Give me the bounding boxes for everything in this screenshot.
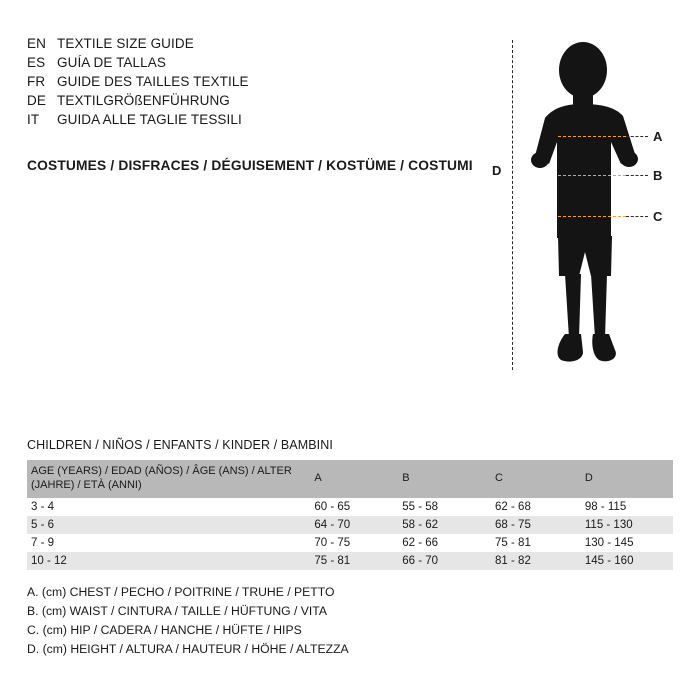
cell-age: 3 - 4 bbox=[31, 500, 55, 513]
measurement-legend bbox=[27, 583, 349, 659]
table-header-row bbox=[27, 460, 673, 498]
table-row bbox=[27, 552, 673, 570]
language-code-en: EN bbox=[27, 36, 46, 51]
header-a: A bbox=[314, 460, 402, 498]
cell-d: 145 - 160 bbox=[584, 554, 634, 567]
language-row-es bbox=[27, 55, 477, 70]
language-list bbox=[27, 36, 477, 131]
legend-item-d: D. (cm) HEIGHT / ALTURA / HAUTEUR / HÖHE / ALTEZZA bbox=[27, 641, 349, 656]
diagram-label-b: B bbox=[653, 168, 663, 183]
diagram-label-d: D bbox=[492, 163, 502, 178]
cell-b: 66 - 70 bbox=[402, 554, 439, 567]
height-dashed-line bbox=[512, 40, 513, 370]
cell-d: 98 - 115 bbox=[584, 500, 627, 513]
size-table-body bbox=[27, 498, 673, 570]
cell-b: 58 - 62 bbox=[402, 518, 439, 531]
language-row-it bbox=[27, 112, 477, 127]
language-text-es: GUÍA DE TALLAS bbox=[57, 55, 166, 70]
cell-a: 60 - 65 bbox=[314, 500, 351, 513]
cell-c: 81 - 82 bbox=[495, 554, 531, 567]
language-row-en bbox=[27, 36, 477, 51]
child-silhouette-icon bbox=[525, 38, 655, 373]
diagram-label-c: C bbox=[653, 209, 663, 224]
chest-leader-line bbox=[626, 136, 648, 137]
diagram-label-a: A bbox=[653, 129, 663, 144]
header-c: C bbox=[495, 460, 585, 498]
language-text-fr: GUIDE DES TAILLES TEXTILE bbox=[57, 74, 249, 89]
language-row-fr bbox=[27, 74, 477, 89]
waist-leader-line bbox=[626, 175, 648, 176]
cell-c: 75 - 81 bbox=[495, 536, 531, 549]
header-age: AGE (YEARS) / EDAD (AÑOS) / ÂGE (ANS) / ALTER (JAHRE) / ETÀ (ANNI) bbox=[27, 460, 314, 498]
cell-b: 55 - 58 bbox=[402, 500, 439, 513]
waist-measure-line bbox=[558, 175, 626, 176]
language-code-es: ES bbox=[27, 55, 46, 70]
header-b: B bbox=[402, 460, 495, 498]
language-code-it: IT bbox=[27, 112, 40, 127]
cell-b: 62 - 66 bbox=[402, 536, 439, 549]
chest-measure-line bbox=[558, 136, 626, 137]
cell-c: 62 - 68 bbox=[495, 500, 531, 513]
hip-measure-line bbox=[558, 216, 626, 217]
legend-item-b: B. (cm) WAIST / CINTURA / TAILLE / HÜFTUNG / VITA bbox=[27, 603, 327, 618]
size-table bbox=[27, 460, 673, 570]
legend-item-c: C. (cm) HIP / CADERA / HANCHE / HÜFTE / HIPS bbox=[27, 622, 302, 637]
cell-age: 5 - 6 bbox=[31, 518, 55, 531]
cell-a: 64 - 70 bbox=[314, 518, 351, 531]
table-row bbox=[27, 534, 673, 552]
cell-c: 68 - 75 bbox=[495, 518, 531, 531]
language-text-en: TEXTILE SIZE GUIDE bbox=[57, 36, 194, 51]
cell-a: 70 - 75 bbox=[314, 536, 351, 549]
measurement-diagram bbox=[470, 30, 685, 380]
hip-leader-line bbox=[626, 216, 648, 217]
size-table-head bbox=[27, 460, 673, 498]
language-code-de: DE bbox=[27, 93, 46, 108]
costumes-heading: COSTUMES / DISFRACES / DÉGUISEMENT / KOSTÜME / COSTUMI bbox=[27, 158, 473, 173]
legend-item-a: A. (cm) CHEST / PECHO / POITRINE / TRUHE / PETTO bbox=[27, 585, 335, 599]
cell-age: 10 - 12 bbox=[31, 554, 67, 567]
language-code-fr: FR bbox=[27, 74, 46, 89]
language-text-it: GUIDA ALLE TAGLIE TESSILI bbox=[57, 112, 242, 127]
table-row bbox=[27, 498, 673, 516]
language-row-de bbox=[27, 93, 477, 108]
cell-d: 115 - 130 bbox=[584, 518, 633, 531]
table-row bbox=[27, 516, 673, 534]
children-section-title: CHILDREN / NIÑOS / ENFANTS / KINDER / BAMBINI bbox=[27, 438, 333, 452]
language-text-de: TEXTILGRÖßENFÜHRUNG bbox=[57, 93, 230, 108]
cell-d: 130 - 145 bbox=[584, 536, 634, 549]
cell-age: 7 - 9 bbox=[31, 536, 55, 549]
cell-a: 75 - 81 bbox=[314, 554, 351, 567]
header-d: D bbox=[585, 460, 673, 498]
